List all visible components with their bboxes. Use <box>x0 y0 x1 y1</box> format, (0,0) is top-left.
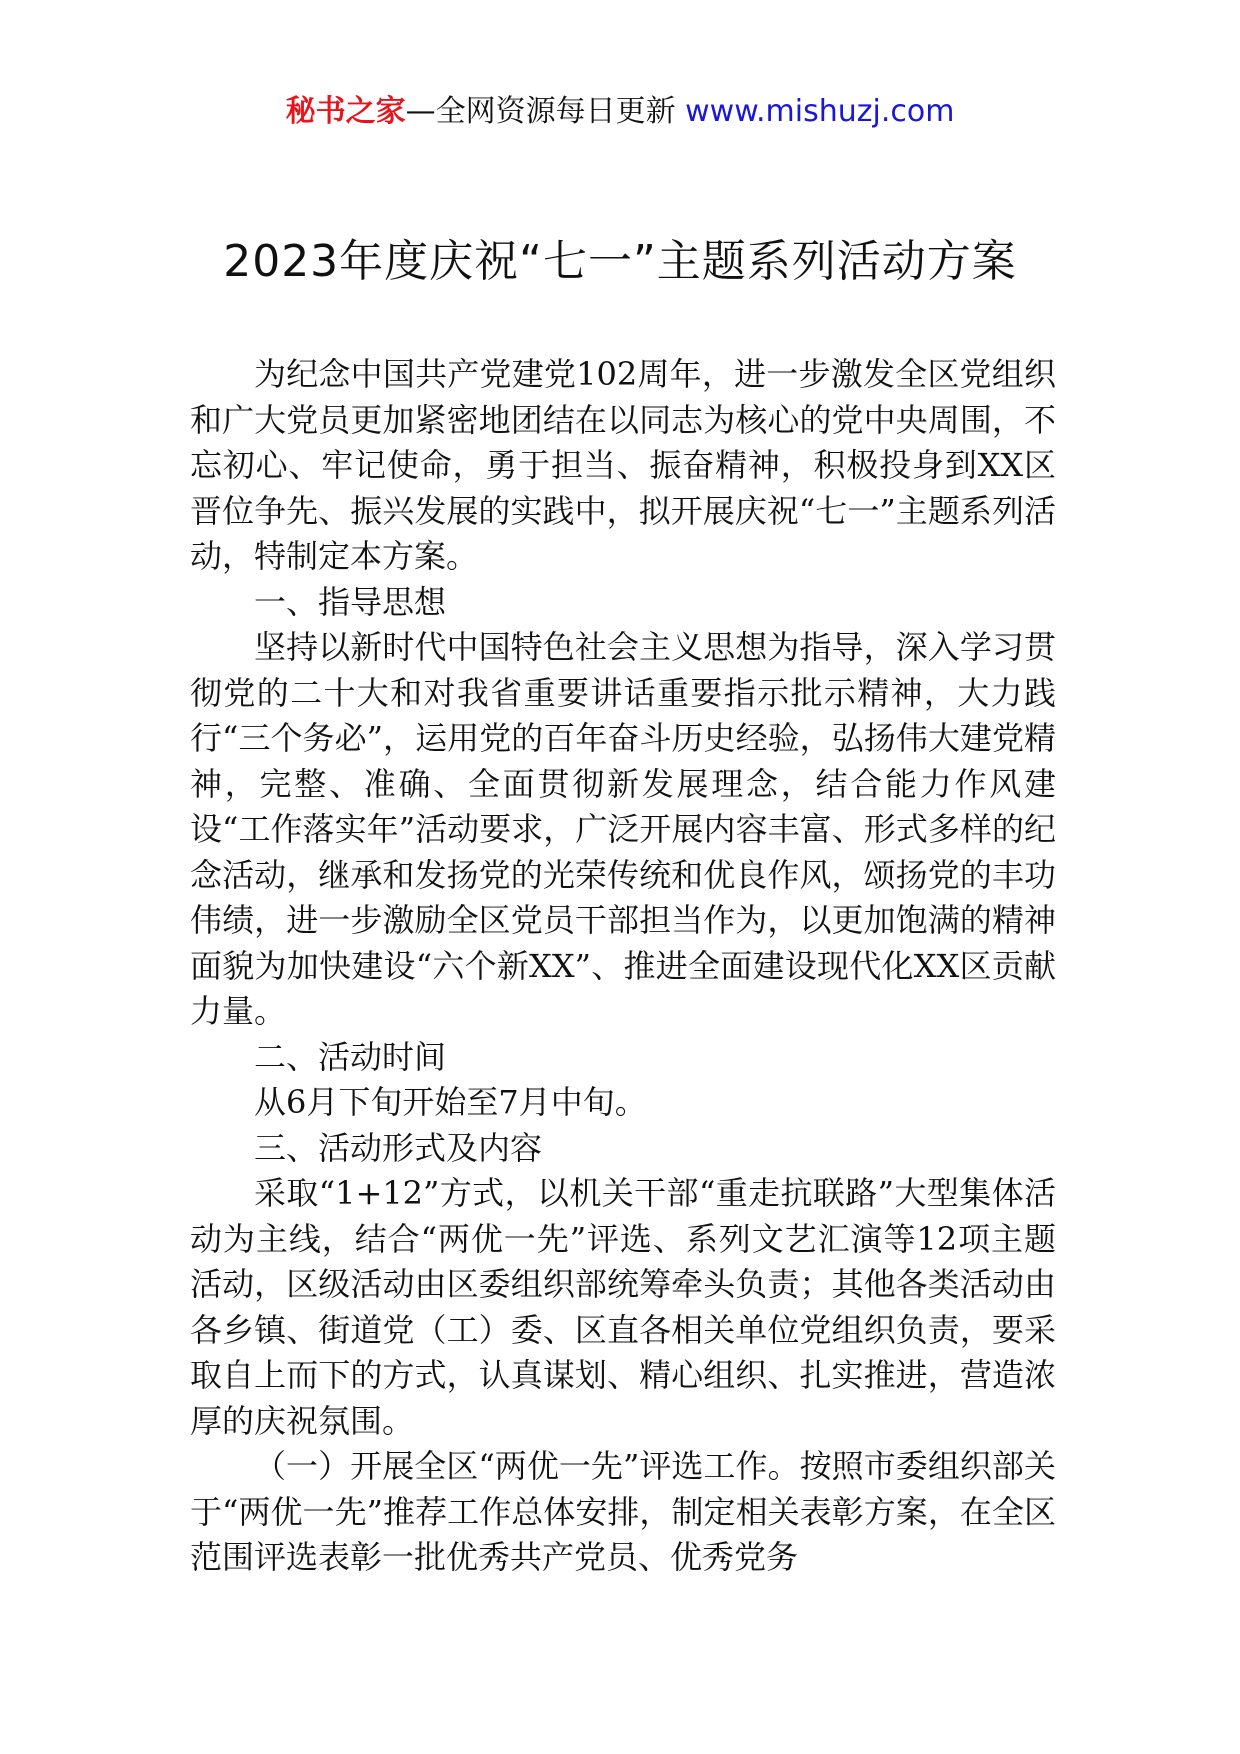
intro-paragraph: 为纪念中国共产党建党102周年，进一步激发全区党组织和广大党员更加紧密地团结在以同志为核心的党中央周围，不忘初心、牢记使命，勇于担当、振奋精神，积极投身到XX区晋位争先、振兴发展的实践中，拟开展庆祝“七一”主题系列活动，特制定本方案。 <box>190 355 1056 575</box>
site-url-link[interactable]: www.mishuzj.com <box>685 94 955 129</box>
site-tagline: —全网资源每日更新 <box>405 94 676 129</box>
section-heading-activity-time: 二、活动时间 <box>254 1037 447 1076</box>
site-header <box>0 92 1240 132</box>
site-brand: 秘书之家 <box>285 94 406 129</box>
document-title: 2023年度庆祝“七一”主题系列活动方案 <box>223 236 1017 287</box>
activity-content-paragraph: 采取“1+12”方式，以机关干部“重走抗联路”大型集体活动为主线，结合“两优一先”评选、系列文艺汇演等12项主题活动，区级活动由区委组织部统筹牵头负责；其他各类活动由各乡镇、街道党（工）委、区直各相关单位党组织负责，要采取自上而下的方式，认真谋划、精心组织、扎实推进，营造浓厚的庆祝氛围。 <box>190 1174 1056 1440</box>
subsection-paragraph-1: （一）开展全区“两优一先”评选工作。按照市委组织部关于“两优一先”推荐工作总体安排，制定相关表彰方案，在全区范围评选表彰一批优秀共产党员、优秀党务 <box>190 1447 1056 1576</box>
section-heading-guiding-ideology: 一、指导思想 <box>254 582 447 621</box>
section-heading-activity-content: 三、活动形式及内容 <box>254 1128 543 1167</box>
document-body <box>190 352 1056 1581</box>
guiding-ideology-paragraph: 坚持以新时代中国特色社会主义思想为指导，深入学习贯彻党的二十大和对我省重要讲话重要指示批示精神，大力践行“三个务必”，运用党的百年奋斗历史经验，弘扬伟大建党精神，完整、准确、全面贯彻新发展理念，结合能力作风建设“工作落实年”活动要求，广泛开展内容丰富、形式多样的纪念活动，继承和发扬党的光荣传统和优良作风，颂扬党的丰功伟绩，进一步激励全区党员干部担当作为，以更加饱满的精神面貌为加快建设“六个新XX”、推进全面建设现代化XX区贡献力量。 <box>190 628 1056 1030</box>
activity-time-paragraph: 从6月下旬开始至7月中旬。 <box>254 1083 647 1121</box>
